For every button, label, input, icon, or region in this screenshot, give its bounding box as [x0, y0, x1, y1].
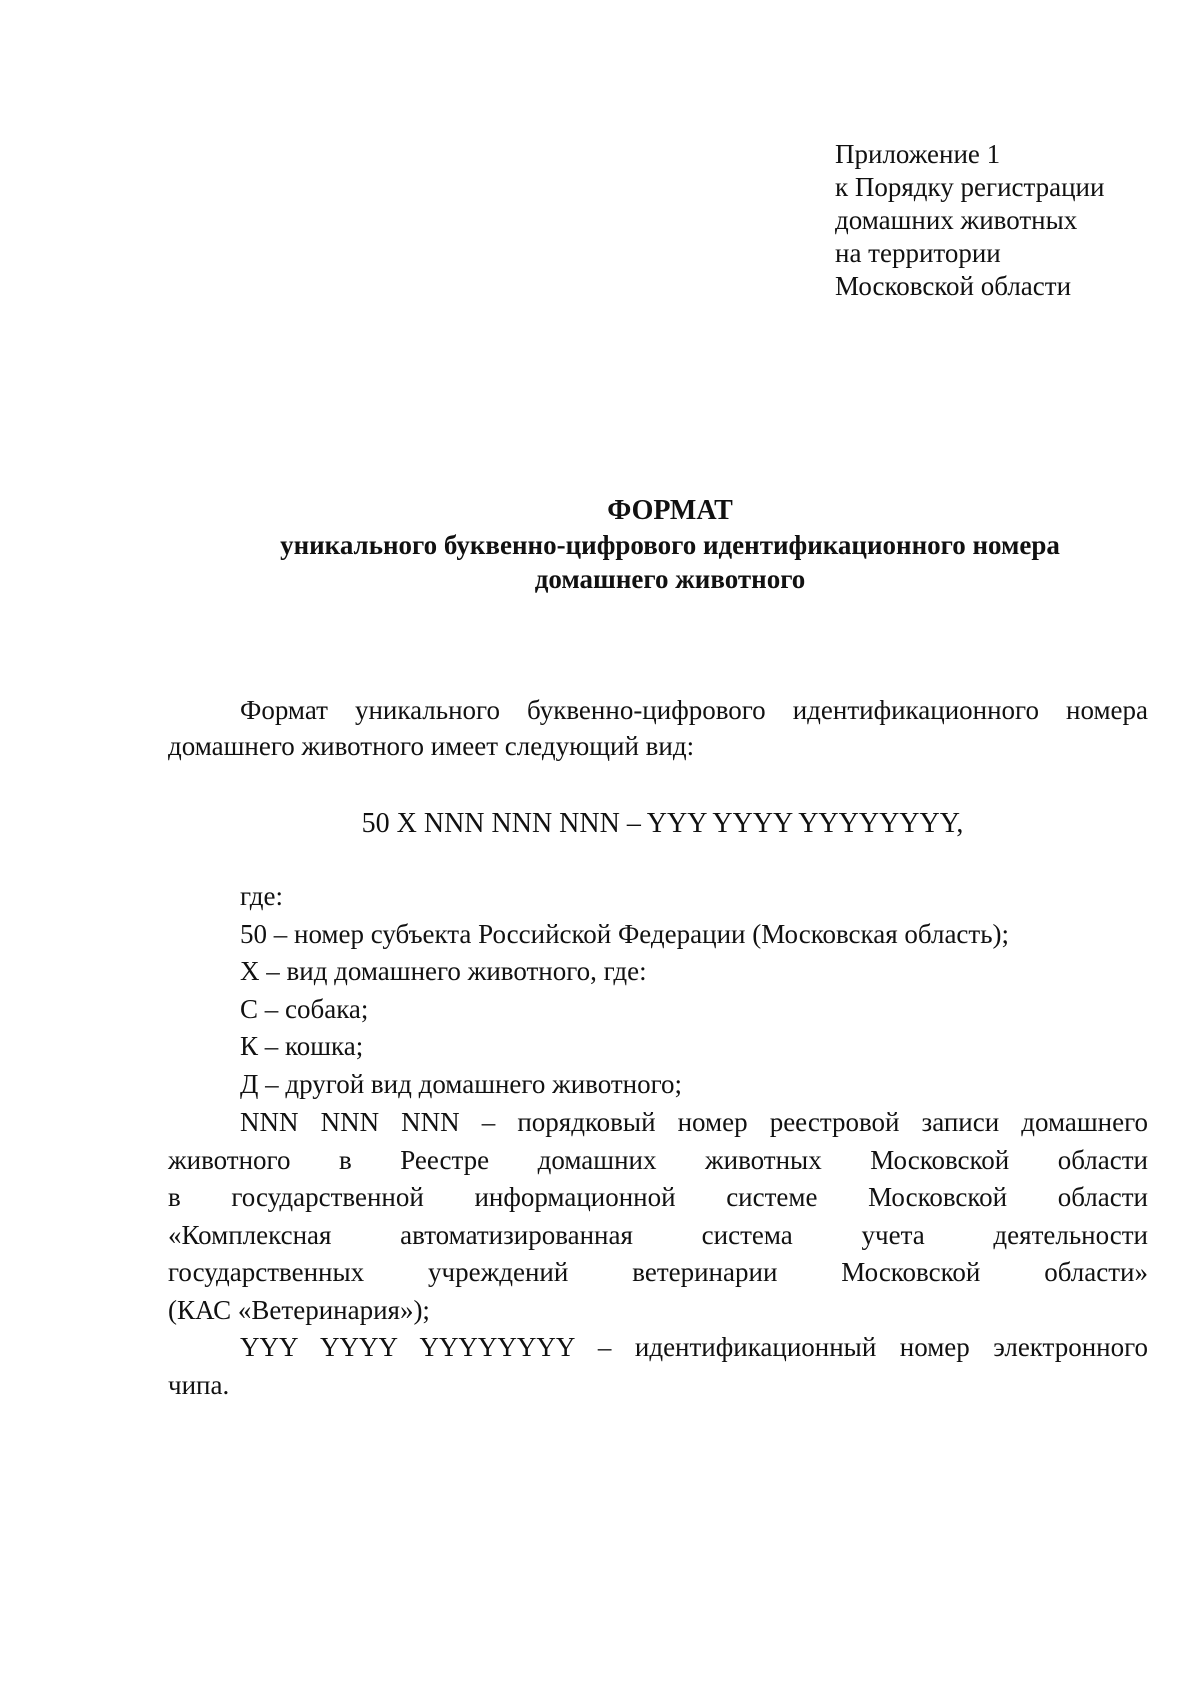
heading-subtitle-line-1: уникального буквенно-цифрового идентификационного номера [280, 530, 1060, 560]
appendix-block [835, 138, 1104, 303]
heading-subtitle-line-2: домашнего животного [534, 564, 806, 594]
where-item: 50 – номер субъекта Российской Федерации (Московская область); [240, 918, 1010, 949]
yyy-description-line-1: YYY YYYY YYYYYYYY – идентификационный номер электронного [240, 1332, 1148, 1362]
where-label: где: [240, 881, 283, 911]
appendix-line: к Порядку регистрации [835, 172, 1105, 202]
where-item: Д – другой вид домашнего животного; [240, 1068, 683, 1099]
where-item: Х – вид домашнего животного, где: [240, 956, 647, 986]
where-item: С – собака; [240, 993, 369, 1024]
nnn-description-line-3: в государственной информационной системе Московской области [168, 1182, 1148, 1212]
nnn-description-line-4: «Комплексная автоматизированная система учета деятельности [168, 1219, 1148, 1250]
heading-title: ФОРМАТ [607, 495, 733, 526]
nnn-description-line-1: NNN NNN NNN – порядковый номер реестровой записи домашнего [240, 1107, 1148, 1137]
intro-line-1: Формат уникального буквенно-цифрового идентификационного номера [240, 695, 1148, 725]
appendix-line: Приложение 1 [835, 139, 1001, 169]
appendix-line: на территории [835, 238, 1001, 268]
yyy-description-line-2: чипа. [168, 1369, 230, 1400]
intro-paragraph [168, 692, 1148, 764]
appendix-line: домашних животных [835, 205, 1078, 235]
nnn-description-line-5: государственных учреждений ветеринарии Московской области» [168, 1257, 1148, 1287]
where-item: К – кошка; [240, 1031, 364, 1061]
description-block [168, 1104, 1148, 1404]
document-heading [0, 494, 1200, 596]
where-list [240, 878, 1009, 1103]
nnn-description-line-2: животного в Реестре домашних животных Московской области [168, 1144, 1148, 1175]
number-format-formula: 50 X NNN NNN NNN – YYY YYYY YYYYYYYY, [361, 808, 964, 839]
appendix-line: Московской области [835, 271, 1072, 301]
nnn-description-line-6: (КАС «Ветеринария»); [168, 1294, 430, 1325]
intro-line-2: домашнего животного имеет следующий вид: [168, 731, 695, 761]
